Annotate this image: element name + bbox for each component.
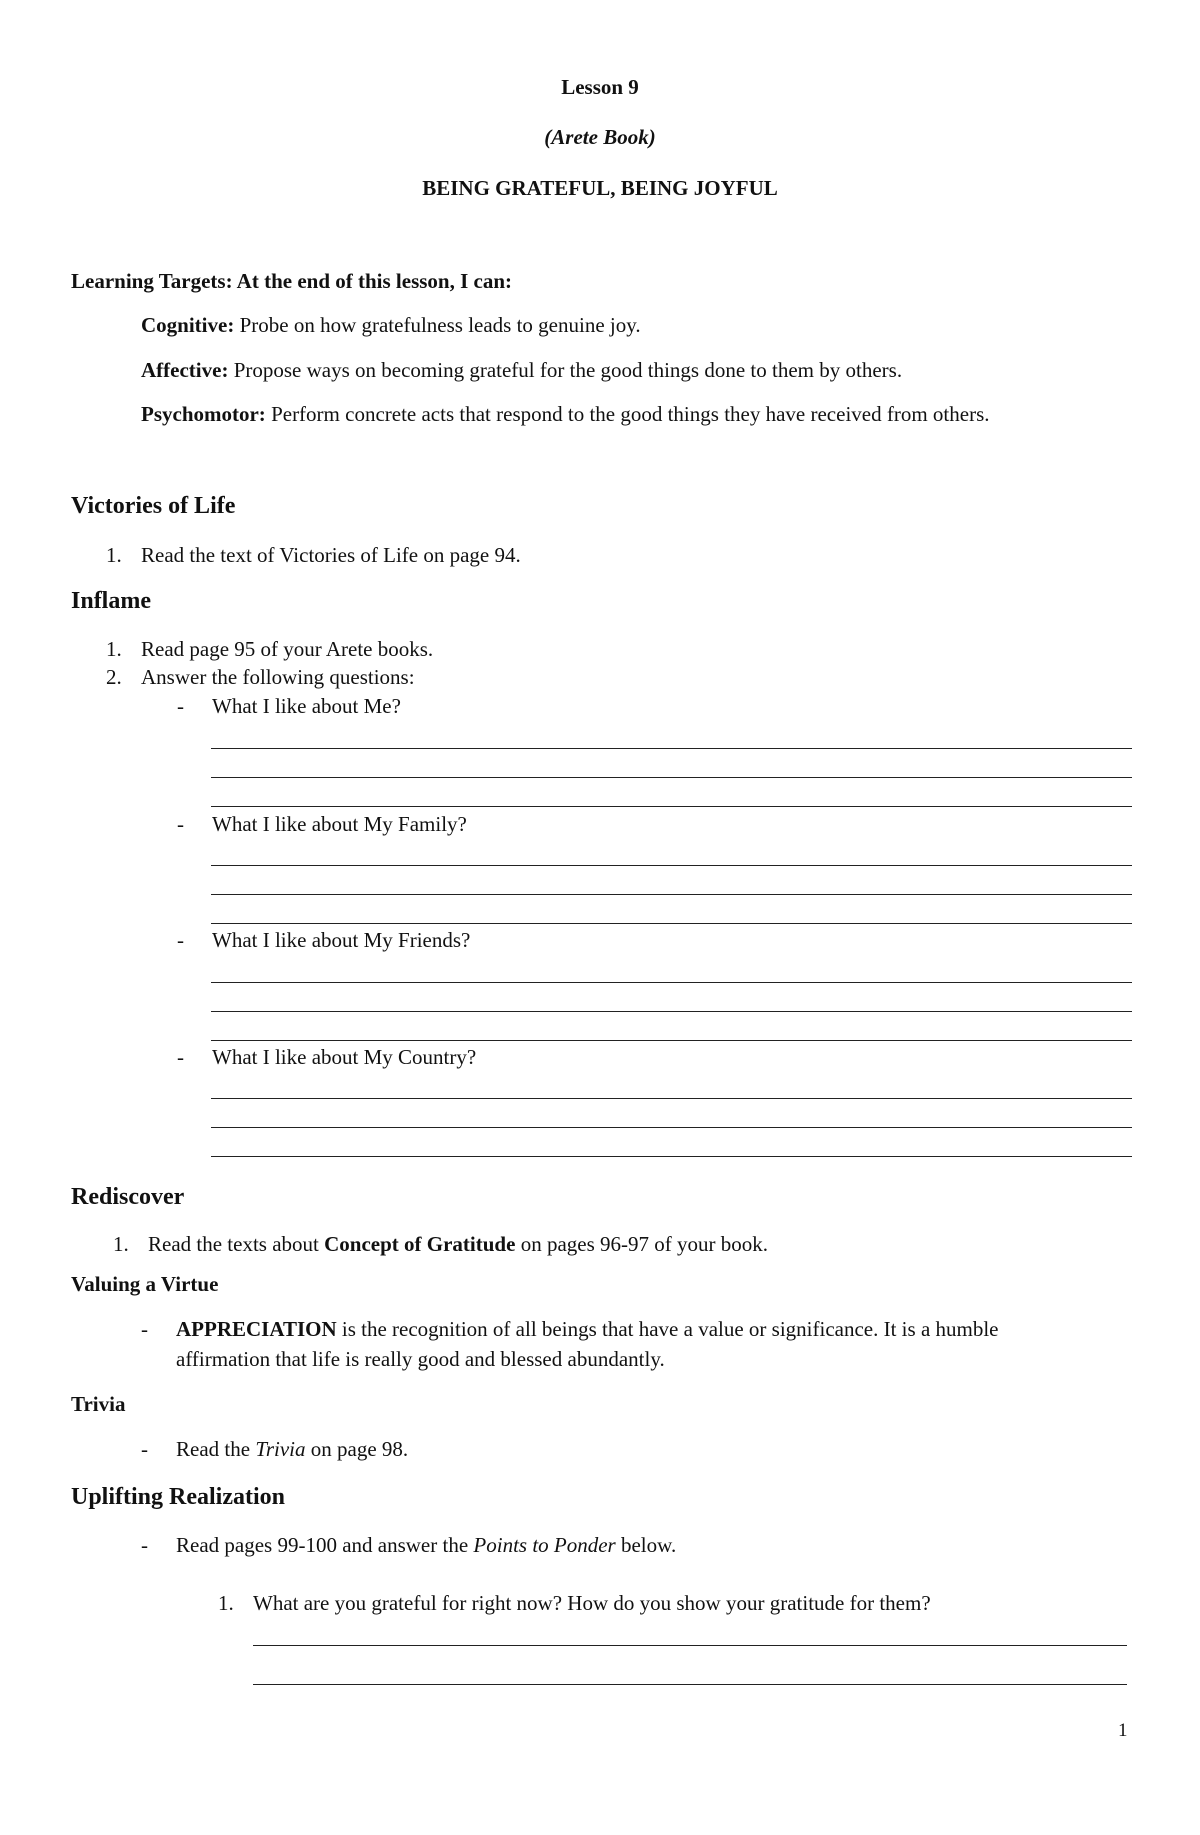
answer-line[interactable] (211, 1040, 1132, 1041)
book-name: (Arete Book) (544, 125, 656, 149)
question-label: What are you grateful for right now? How do you show your gratitude for them? (253, 1591, 931, 1615)
list-number: 1. (106, 543, 122, 567)
answer-line[interactable] (211, 982, 1132, 983)
answer-line[interactable] (211, 1127, 1132, 1128)
answer-line[interactable] (211, 1011, 1132, 1012)
question-label: What I like about My Country? (212, 1045, 477, 1069)
list-bullet: - (177, 1045, 184, 1069)
list-item: Read the text of Victories of Life on page 94. (141, 543, 521, 567)
section-heading-inflame: Inflame (71, 588, 151, 614)
target-cognitive: Cognitive: Probe on how gratefulness leads to genuine joy. (141, 313, 641, 337)
subheading-trivia: Trivia (71, 1392, 126, 1416)
target-affective: Affective: Propose ways on becoming grateful for the good things done to them by others. (141, 358, 903, 382)
answer-line[interactable] (211, 865, 1132, 866)
list-bullet: - (141, 1533, 148, 1557)
list-number: 1. (218, 1591, 234, 1615)
page-number: 1 (1118, 1720, 1128, 1741)
lesson-number: Lesson 9 (561, 75, 639, 99)
list-number: 1. (113, 1232, 129, 1256)
page-title: BEING GRATEFUL, BEING JOYFUL (422, 176, 778, 200)
answer-line[interactable] (253, 1645, 1127, 1646)
list-bullet: - (141, 1437, 148, 1461)
section-heading-uplifting-realization: Uplifting Realization (71, 1484, 285, 1510)
target-psychomotor: Psychomotor: Perform concrete acts that respond to the good things they have received from others. (141, 402, 990, 426)
list-bullet: - (177, 694, 184, 718)
section-heading-rediscover: Rediscover (71, 1184, 185, 1210)
answer-line[interactable] (211, 1156, 1132, 1157)
list-bullet: - (177, 812, 184, 836)
list-item: Read the texts about Concept of Gratitude on pages 96-97 of your book. (148, 1232, 768, 1256)
answer-line[interactable] (211, 806, 1132, 807)
list-number: 2. (106, 665, 122, 689)
answer-line[interactable] (253, 1684, 1127, 1685)
question-label: What I like about My Friends? (212, 928, 471, 952)
question-label: What I like about My Family? (212, 812, 467, 836)
answer-line[interactable] (211, 894, 1132, 895)
appreciation-definition-line-1: APPRECIATION is the recognition of all beings that have a value or significance. It is a humble (176, 1317, 999, 1341)
list-item: Read pages 99-100 and answer the Points to Ponder below. (176, 1533, 677, 1557)
question-label: What I like about Me? (212, 694, 401, 718)
list-item: Answer the following questions: (141, 665, 415, 689)
learning-targets-intro: Learning Targets: At the end of this lesson, I can: (71, 269, 513, 293)
list-item: Read the Trivia on page 98. (176, 1437, 409, 1461)
section-heading-victories: Victories of Life (71, 493, 236, 519)
answer-line[interactable] (211, 1098, 1132, 1099)
answer-line[interactable] (211, 748, 1132, 749)
answer-line[interactable] (211, 777, 1132, 778)
answer-line[interactable] (211, 923, 1132, 924)
list-item: Read page 95 of your Arete books. (141, 637, 434, 661)
list-bullet: - (141, 1317, 148, 1341)
list-number: 1. (106, 637, 122, 661)
appreciation-definition-line-2: affirmation that life is really good and blessed abundantly. (176, 1347, 665, 1371)
subheading-valuing-a-virtue: Valuing a Virtue (71, 1272, 219, 1296)
list-bullet: - (177, 928, 184, 952)
